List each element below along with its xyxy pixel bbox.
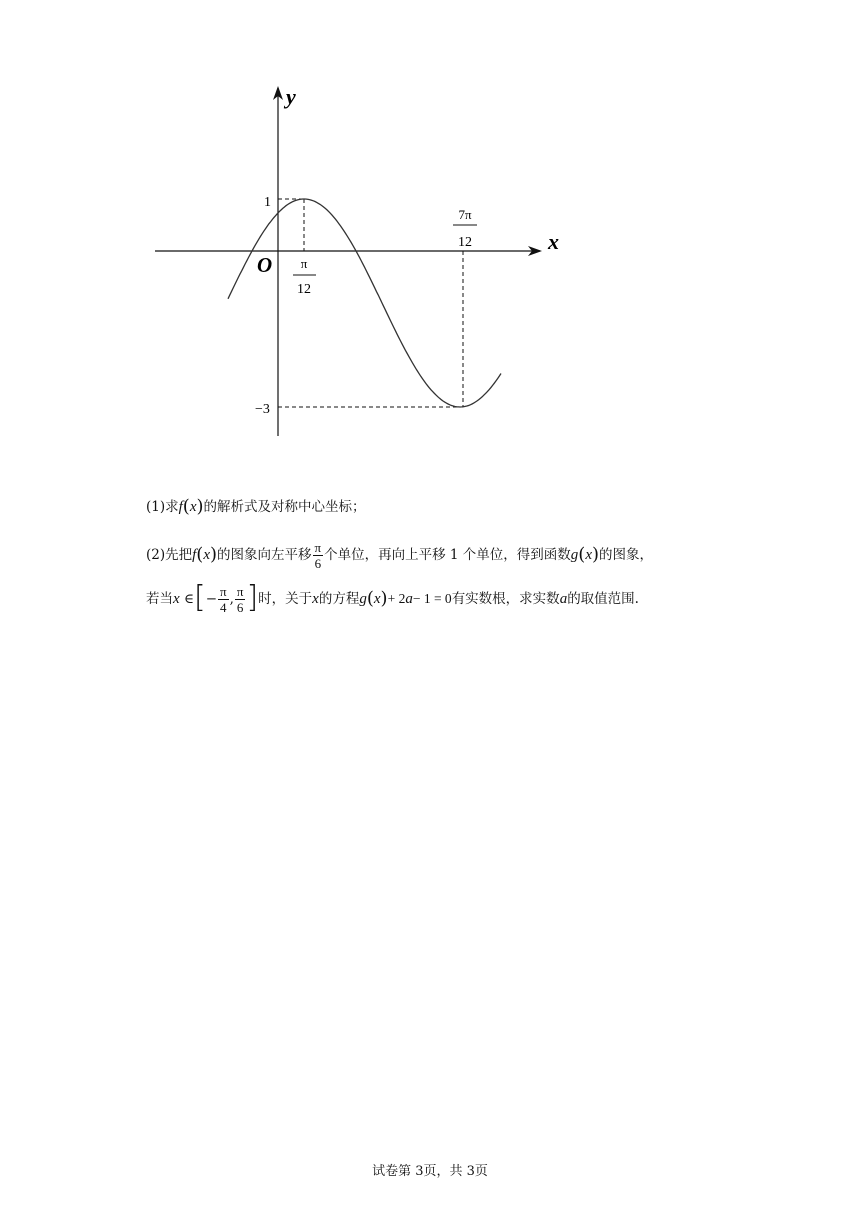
q2-gx: x bbox=[585, 547, 592, 563]
q2b-part1: 时，关于 bbox=[258, 591, 313, 607]
x-tick2-numerator: 7π bbox=[458, 207, 472, 222]
y-axis-label: y bbox=[286, 84, 296, 109]
q2b-x: x bbox=[173, 591, 180, 607]
sine-curve bbox=[228, 199, 501, 407]
q2-part3: 的图象， bbox=[599, 547, 654, 563]
x-tick1-numerator: π bbox=[300, 256, 308, 271]
q1-f: f bbox=[178, 499, 183, 515]
q2-part2: 个单位，再向上平移 1 个单位，得到函数 bbox=[324, 547, 571, 563]
question-2-line-2: 若当x ∈[− $\frac{\pi}{4}$ , $\frac{\pi}{6}$ ]时，关于x的方程g(x)+ 2a− 1 = 0有实数根，求实数a的取值范围. bbox=[146, 580, 639, 615]
q2b-gx: x bbox=[373, 591, 381, 607]
q2b-part2: 的方程 bbox=[318, 591, 360, 607]
q1-label: (1)求 bbox=[146, 499, 179, 515]
q2b-intro: 若当 bbox=[146, 591, 173, 607]
q2-part1: 的图象向左平移 bbox=[217, 547, 312, 563]
y-tick-minus3: −3 bbox=[255, 402, 270, 417]
q1-x: x bbox=[189, 499, 197, 515]
function-graph bbox=[0, 0, 860, 460]
q2b-a: a bbox=[405, 591, 413, 607]
q2b-a2: a bbox=[559, 591, 568, 607]
q2b-g: g bbox=[359, 591, 367, 607]
q2-x: x bbox=[203, 547, 210, 563]
q2-g: g bbox=[570, 547, 579, 563]
y-tick-1: 1 bbox=[264, 195, 271, 210]
q2b-part3: 有实数根，求实数 bbox=[451, 591, 560, 607]
x-tick2-denominator: 12 bbox=[458, 235, 472, 250]
shift-fraction: $\frac{\pi}{6}$ bbox=[314, 540, 322, 571]
q2b-lo-sign: − bbox=[205, 591, 217, 607]
x-tick1-denominator: 12 bbox=[297, 282, 311, 297]
interval-lower-fraction: $\frac{\pi}{4}$ bbox=[220, 584, 227, 615]
origin-label: O bbox=[257, 253, 273, 277]
page-footer: 试卷第 3页，共 3页 bbox=[372, 1164, 488, 1179]
interval-upper-fraction: $\frac{\pi}{6}$ bbox=[236, 584, 244, 615]
x-axis-label: x bbox=[548, 229, 559, 254]
q2-f: f bbox=[192, 547, 197, 563]
q2-label: (2)先把 bbox=[146, 547, 193, 563]
question-2-line-1: (2)先把f(x)的图象向左平移 $\frac{\pi}{6}$ 个单位，再向上平移 1 个单位，得到函数g(x)的图象， bbox=[146, 540, 654, 571]
q2b-eq-tail: − 1 = 0 bbox=[412, 591, 452, 606]
q2b-in: ∈ bbox=[183, 591, 194, 607]
question-1: (1)求f(x)的解析式及对称中心坐标； bbox=[146, 496, 366, 517]
q1-rest: 的解析式及对称中心坐标； bbox=[203, 499, 366, 515]
q2b-part4: 的取值范围. bbox=[567, 591, 639, 607]
q2b-eq-rest: + 2 bbox=[387, 591, 406, 606]
q2b-x2: x bbox=[312, 591, 319, 607]
